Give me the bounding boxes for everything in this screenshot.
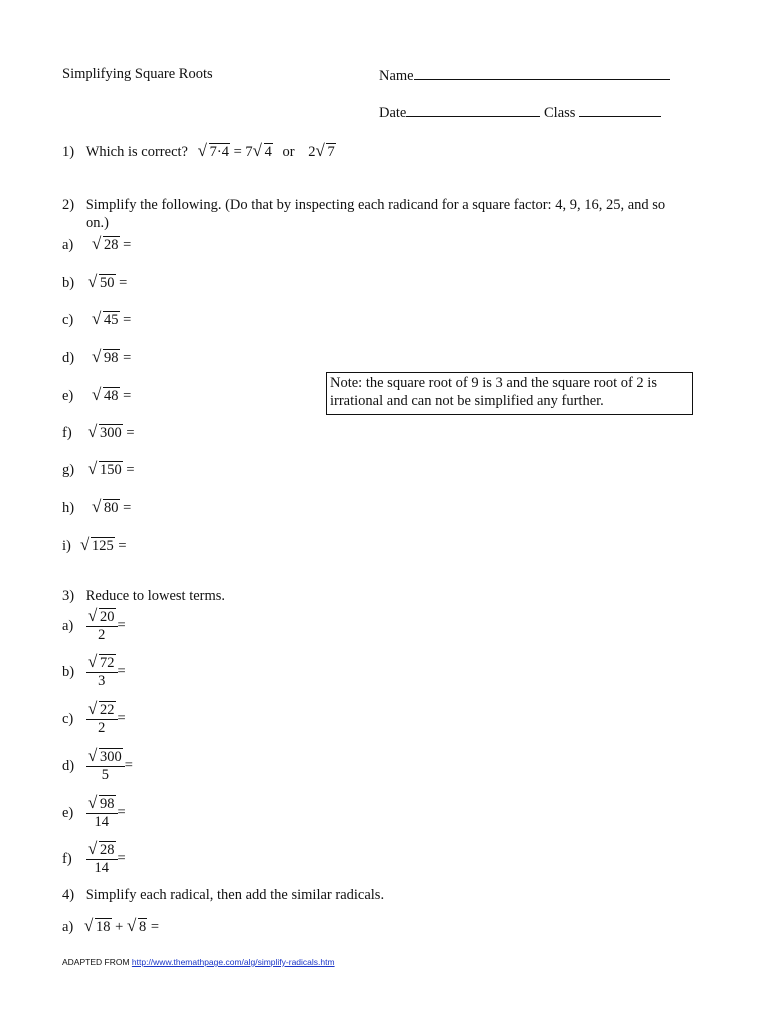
item-label: e) <box>62 804 74 821</box>
fraction <box>86 795 118 831</box>
q4-item-a <box>62 918 159 936</box>
q2-item-d <box>62 349 131 367</box>
q2-item-e <box>62 387 131 405</box>
footer-prefix: ADAPTED FROM <box>62 957 130 967</box>
equals: = <box>150 919 159 935</box>
equals: = <box>117 663 126 680</box>
equals: = <box>122 425 135 441</box>
equals: = <box>117 710 126 727</box>
worksheet-title: Simplifying Square Roots <box>62 66 213 82</box>
radical: √ 48 <box>92 387 120 405</box>
radical: √ 45 <box>92 311 120 329</box>
equals: = <box>117 617 126 634</box>
equals: = <box>115 275 128 291</box>
plus-sign: + <box>115 919 124 935</box>
q2-instruction <box>62 197 665 214</box>
q1-number: 1) <box>62 144 75 160</box>
q1-equals: = 7 <box>233 144 253 160</box>
equals: = <box>119 388 132 404</box>
item-label: b) <box>62 275 75 291</box>
equals: = <box>119 500 132 516</box>
q2-text-line2: on.) <box>86 215 109 231</box>
source-link[interactable]: http://www.themathpage.com/alg/simplify-radicals.htm <box>131 957 335 967</box>
denominator: 3 <box>98 673 106 689</box>
q2-item-a <box>62 236 131 254</box>
radical: √ 28 <box>92 236 120 254</box>
q2-item-i <box>62 537 127 555</box>
item-label: a) <box>62 617 74 634</box>
q3-item-a <box>62 608 126 644</box>
radical: √ 125 <box>80 537 115 555</box>
denominator: 14 <box>94 814 109 830</box>
equals: = <box>124 757 133 774</box>
q3-number: 3) <box>62 588 75 604</box>
q3-item-d <box>62 748 133 784</box>
denominator: 2 <box>98 720 106 736</box>
item-label: b) <box>62 663 75 680</box>
q4-instruction <box>62 887 384 904</box>
note-box: Note: the square root of 9 is 3 and the square root of 2 is irrational and can not be simplified any further. <box>326 372 693 415</box>
name-blank[interactable] <box>414 66 670 80</box>
equals: = <box>117 804 126 821</box>
fraction <box>86 748 125 784</box>
q1-coef: 2 <box>308 144 316 160</box>
q2-item-h <box>62 499 131 517</box>
q3-text: Reduce to lowest terms. <box>85 588 226 604</box>
class-blank[interactable] <box>579 103 661 117</box>
q2-number: 2) <box>62 197 75 213</box>
radical: √ 300 <box>88 748 123 766</box>
q1-radical-1: √ 7·4 <box>198 143 230 161</box>
q3-item-e <box>62 795 126 831</box>
fraction <box>86 654 118 690</box>
radical-1: √ 18 <box>84 918 112 936</box>
item-label: g) <box>62 462 75 478</box>
radical: √ 98 <box>88 795 116 813</box>
item-label: a) <box>62 237 74 253</box>
item-label: c) <box>62 312 74 328</box>
q1-row <box>62 143 336 161</box>
radical-2: √ 8 <box>127 918 147 936</box>
radical: √ 80 <box>92 499 120 517</box>
q2-item-b <box>62 274 127 292</box>
q4-text: Simplify each radical, then add the similar radicals. <box>85 887 385 903</box>
item-label: h) <box>62 500 75 516</box>
radical: √ 50 <box>88 274 116 292</box>
radical: √ 300 <box>88 424 123 442</box>
item-label: a) <box>62 919 74 935</box>
radical: √ 20 <box>88 608 116 626</box>
equals: = <box>119 350 132 366</box>
q3-instruction <box>62 588 225 605</box>
item-label: f) <box>62 850 72 867</box>
item-label: d) <box>62 757 75 774</box>
name-label: Name <box>379 68 414 84</box>
fraction <box>86 701 118 737</box>
fraction <box>86 608 118 644</box>
q2-text-line1: Simplify the following. (Do that by inspecting each radicand for a square factor: 4, 9, 16, 25, and so <box>85 197 666 213</box>
item-label: f) <box>62 425 72 441</box>
date-class-row <box>379 103 661 122</box>
radical: √ 150 <box>88 461 123 479</box>
q3-item-b <box>62 654 126 690</box>
item-label: c) <box>62 710 74 727</box>
equals: = <box>114 538 127 554</box>
item-label: d) <box>62 350 75 366</box>
denominator: 14 <box>94 860 109 876</box>
radical: √ 98 <box>92 349 120 367</box>
radical: √ 22 <box>88 701 116 719</box>
class-label: Class <box>544 105 576 121</box>
q2-item-f <box>62 424 135 442</box>
q4-number: 4) <box>62 887 75 903</box>
denominator: 5 <box>101 767 109 783</box>
radical: √ 28 <box>88 841 116 859</box>
q1-radical-2: √ 4 <box>253 143 273 161</box>
item-label: i) <box>62 538 71 554</box>
q1-text: Which is correct? <box>85 144 188 160</box>
item-label: e) <box>62 388 74 404</box>
q2-item-c <box>62 311 131 329</box>
equals: = <box>122 462 135 478</box>
radical: √ 72 <box>88 654 116 672</box>
equals: = <box>119 237 132 253</box>
q3-item-f <box>62 841 126 877</box>
equals: = <box>119 312 132 328</box>
q1-or: or <box>282 144 295 160</box>
name-row <box>379 66 670 85</box>
equals: = <box>117 850 126 867</box>
q3-item-c <box>62 701 126 737</box>
denominator: 2 <box>98 627 106 643</box>
date-blank[interactable] <box>406 103 540 117</box>
fraction <box>86 841 118 877</box>
date-label: Date <box>379 105 407 121</box>
q2-item-g <box>62 461 135 479</box>
footer-credit <box>62 957 335 967</box>
q1-radical-3: √ 7 <box>315 143 335 161</box>
